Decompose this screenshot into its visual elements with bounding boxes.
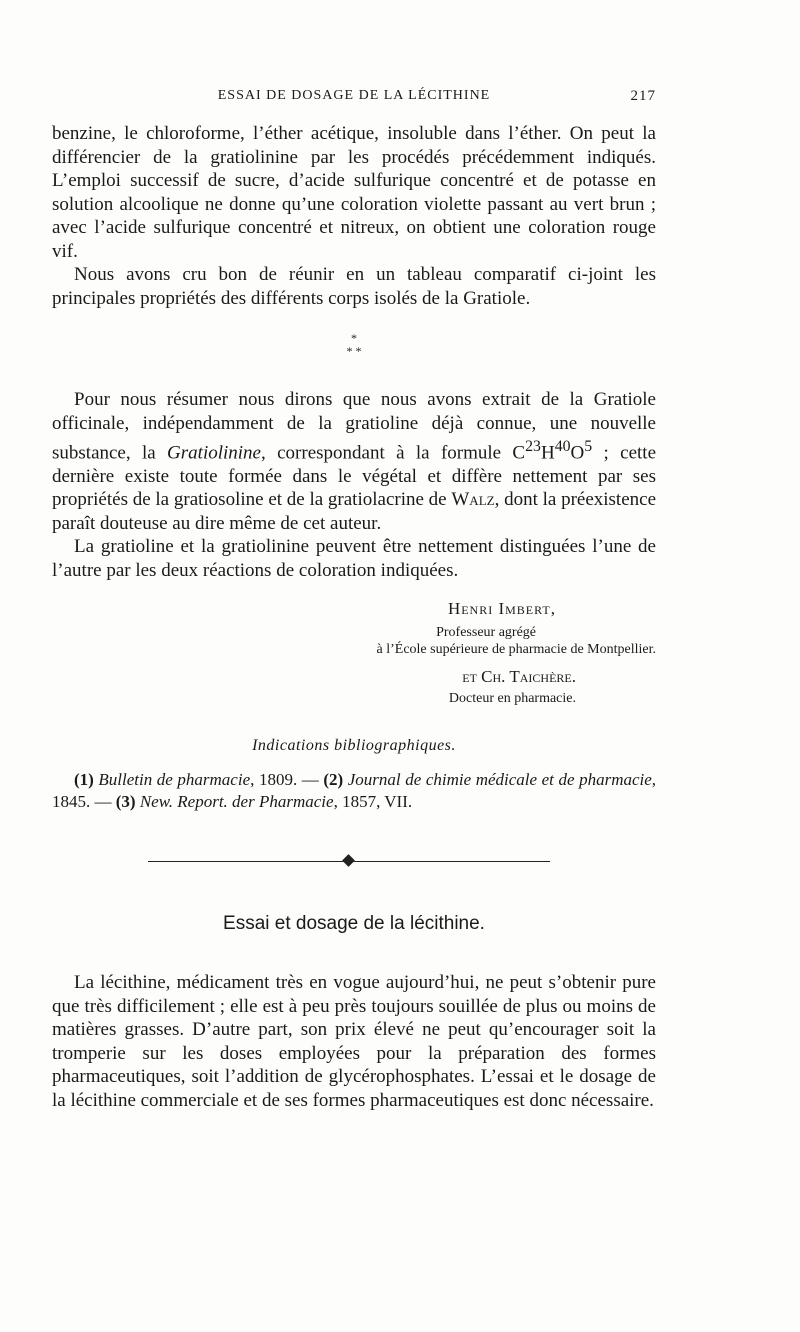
author1-title: Professeur agrégé — [436, 625, 536, 641]
paragraph-distinction: La gratioline et la gratiolinine peuvent être nettement distinguées l’une de l’autre par les deux réactions de coloration indiquées. — [52, 536, 656, 581]
ref2-number: (2) — [323, 770, 344, 790]
asterism-bottom: * * — [346, 344, 362, 358]
formula-sup-o: 5 — [584, 438, 593, 455]
paragraph-lecithin-intro: La lécithine, médicament très en vogue aujourd’hui, ne peut s’obtenir pure que très difficilement ; elle est à peu près toujours souillée de plus ou moins de matières grasses. D’autre part, son prix élevé ne peut qu’encourager soit la tromperie sur les doses employées pour la préparation des formes pharmaceutiques, soit l’addition de glycérophosphates. L’essai et le dosage de la lécithine commerciale et de ses formes pharmaceutiques est donc nécessaire. — [52, 972, 656, 1111]
summary-text-2: , correspondant à la formule C — [261, 442, 526, 464]
paragraph-continuation: benzine, le chloroforme, l’éther acétique, insoluble dans l’éther. On peut la différencier de la gratiolinine par les procédés précédemment indiqués. L’emploi successif de sucre, d’acide sulfurique concentré et de potasse en solution alcoolique ne donne qu’une coloration violette passant au vert brun ; avec l’acide sulfurique concentré et nitreux, on obtient une coloration rouge vif. — [52, 123, 656, 262]
ref3-title: New. Report. der Pharmacie — [139, 792, 334, 812]
ref2-title: Journal de chimie médicale et de pharmacie — [347, 770, 652, 790]
ref3-number: (3) — [115, 792, 136, 812]
ref1-year: , 1809. — — [250, 770, 324, 790]
running-head — [52, 88, 656, 112]
bibliography-entries — [52, 769, 656, 813]
signature-block — [52, 598, 656, 707]
author2-name: et Ch. Taichère. — [462, 667, 576, 687]
paragraph-summary — [52, 388, 656, 535]
bibliography-heading: Indications bibliographiques. — [252, 737, 456, 755]
summary-text-3: ; cette dernière existe toute formée dans le végétal et diffère nettement par ses propriétés de la gratiosoline et de la gratiolacrine de — [52, 442, 657, 511]
author2-title: Docteur en pharmacie. — [448, 691, 576, 707]
ref1-number: (1) — [74, 770, 94, 790]
ref2-year: , 1845. — — [52, 770, 657, 812]
signature-author2 — [52, 666, 656, 688]
asterism — [52, 332, 656, 358]
page-body — [52, 122, 656, 1112]
author1-affiliation: à l’École supérieure de pharmacie de Montpellier. — [376, 642, 656, 658]
divider-diamond-icon — [342, 854, 355, 867]
summary-text-4: , dont la préexistence paraît douteuse au dire même de cet auteur. — [52, 489, 657, 534]
paragraph-table-note: Nous avons cru bon de réunir en un tableau comparatif ci-joint les principales propriétés des différents corps isolés de la Gratiole. — [52, 264, 656, 309]
formula-o: O — [570, 442, 585, 464]
ref3-year: , 1857, VII. — [333, 792, 413, 812]
gratiolinine-term: Gratiolinine — [167, 442, 261, 464]
page-number: 217 — [630, 88, 656, 104]
section-divider — [52, 847, 656, 877]
running-title: ESSAI DE DOSAGE DE LA LÉCITHINE — [217, 88, 491, 103]
formula-h: H — [540, 442, 555, 464]
formula-sup-h: 40 — [554, 438, 571, 455]
section-title: Essai et dosage de la lécithine. — [223, 913, 485, 935]
signature-author1 — [52, 598, 656, 620]
summary-text-1: Pour nous résumer nous dirons que nous avons extrait de la Gratiole officinale, indépendamment de la gratioline déjà connue, une nouvelle substance, la — [52, 389, 656, 464]
ref1-title: Bulletin de pharmacie — [98, 770, 251, 790]
formula-sup-c: 23 — [525, 438, 541, 455]
author1-name: Henri Imbert, — [447, 599, 556, 619]
asterism-top: * — [351, 331, 357, 345]
author-walz: Walz — [451, 489, 495, 511]
